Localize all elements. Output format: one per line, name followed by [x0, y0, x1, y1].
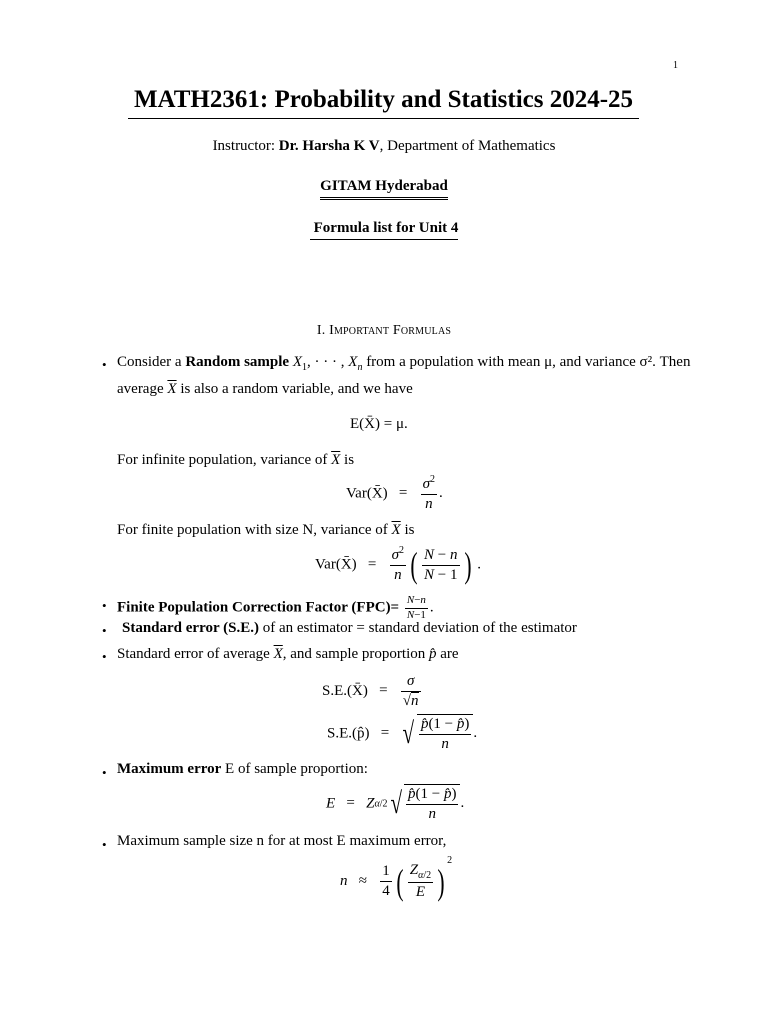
section-number: I. [316, 323, 326, 338]
bullet-se-avg: • [102, 649, 107, 664]
fpc-line: Finite Population Correction Factor (FPC)= $\frac{N-n}{N-1}$ . [117, 594, 434, 621]
bullet-max-size: • [102, 837, 107, 852]
se-p-formula: S.E.(p̂) = √ $\frac{p̂(1 - p̂)}{n}$ . [327, 716, 478, 752]
bullet-1-line-1: Consider a Random sample $X_1$, · · · , $X_n$ from a population with mean μ, and variance σ². Then [117, 354, 691, 373]
infinite-text: For infinite population, variance of $\overline{X}$ is [117, 452, 355, 468]
bullet-max-error: • [102, 765, 107, 780]
section-title: Important Formulas [329, 323, 452, 338]
bullet-se: • [102, 623, 107, 638]
bullet-1: • [102, 357, 107, 372]
se-x-formula: S.E.(X̄) = $\frac{\sigma}{√n}$ [322, 673, 419, 709]
bullet-fpc: • [102, 598, 107, 613]
section-heading [0, 323, 768, 339]
max-size-formula: n ≈ $\frac{1}{4}$ ( $\frac{Z_{\alpha/2}}{E}$ )$^2$ [340, 855, 453, 902]
instructor-line [0, 138, 768, 155]
institution-name: GITAM Hyderabad [320, 178, 448, 200]
max-error-line: Maximum error E of sample proportion: [117, 761, 368, 777]
max-size-line: Maximum sample size n for at most E maximum error, [117, 833, 447, 849]
instructor-name: Dr. Harsha K V [278, 138, 380, 154]
expectation-formula: E(X̄) = μ. [350, 416, 408, 432]
var-infinite-formula: Var(X̄) = $\frac{\sigma^2}{n}$ . [346, 474, 443, 512]
document-title: MATH2361: Probability and Statistics 2024-25 [128, 86, 639, 119]
instructor-department: , Department of Mathematics [379, 138, 556, 154]
max-error-formula: E = Zα/2√ $\frac{p̂(1 - p̂)}{n}$ . [326, 786, 465, 822]
se-avg-line: Standard error of average $\overline{X}$, and sample proportion p̂ are [117, 646, 459, 662]
var-finite-formula: Var(X̄) = $\frac{\sigma^2}{n}$ ( $\frac{N - n}{N - 1}$ ) . [315, 545, 482, 585]
instructor-label: Instructor: [212, 138, 276, 154]
institution-wrap [0, 178, 768, 200]
bullet-1-line-2: average $\overline{X}$ is also a random variable, and we have [117, 381, 413, 397]
page-number: 1 [673, 60, 678, 71]
finite-text: For finite population with size N, variance of $\overline{X}$ is [117, 522, 415, 538]
se-definition: Standard error (S.E.) of an estimator = standard deviation of the estimator [122, 620, 577, 636]
random-sample-term: Random sample [185, 354, 290, 370]
subtitle: Formula list for Unit 4 [310, 220, 459, 240]
subtitle-wrap [0, 220, 768, 240]
